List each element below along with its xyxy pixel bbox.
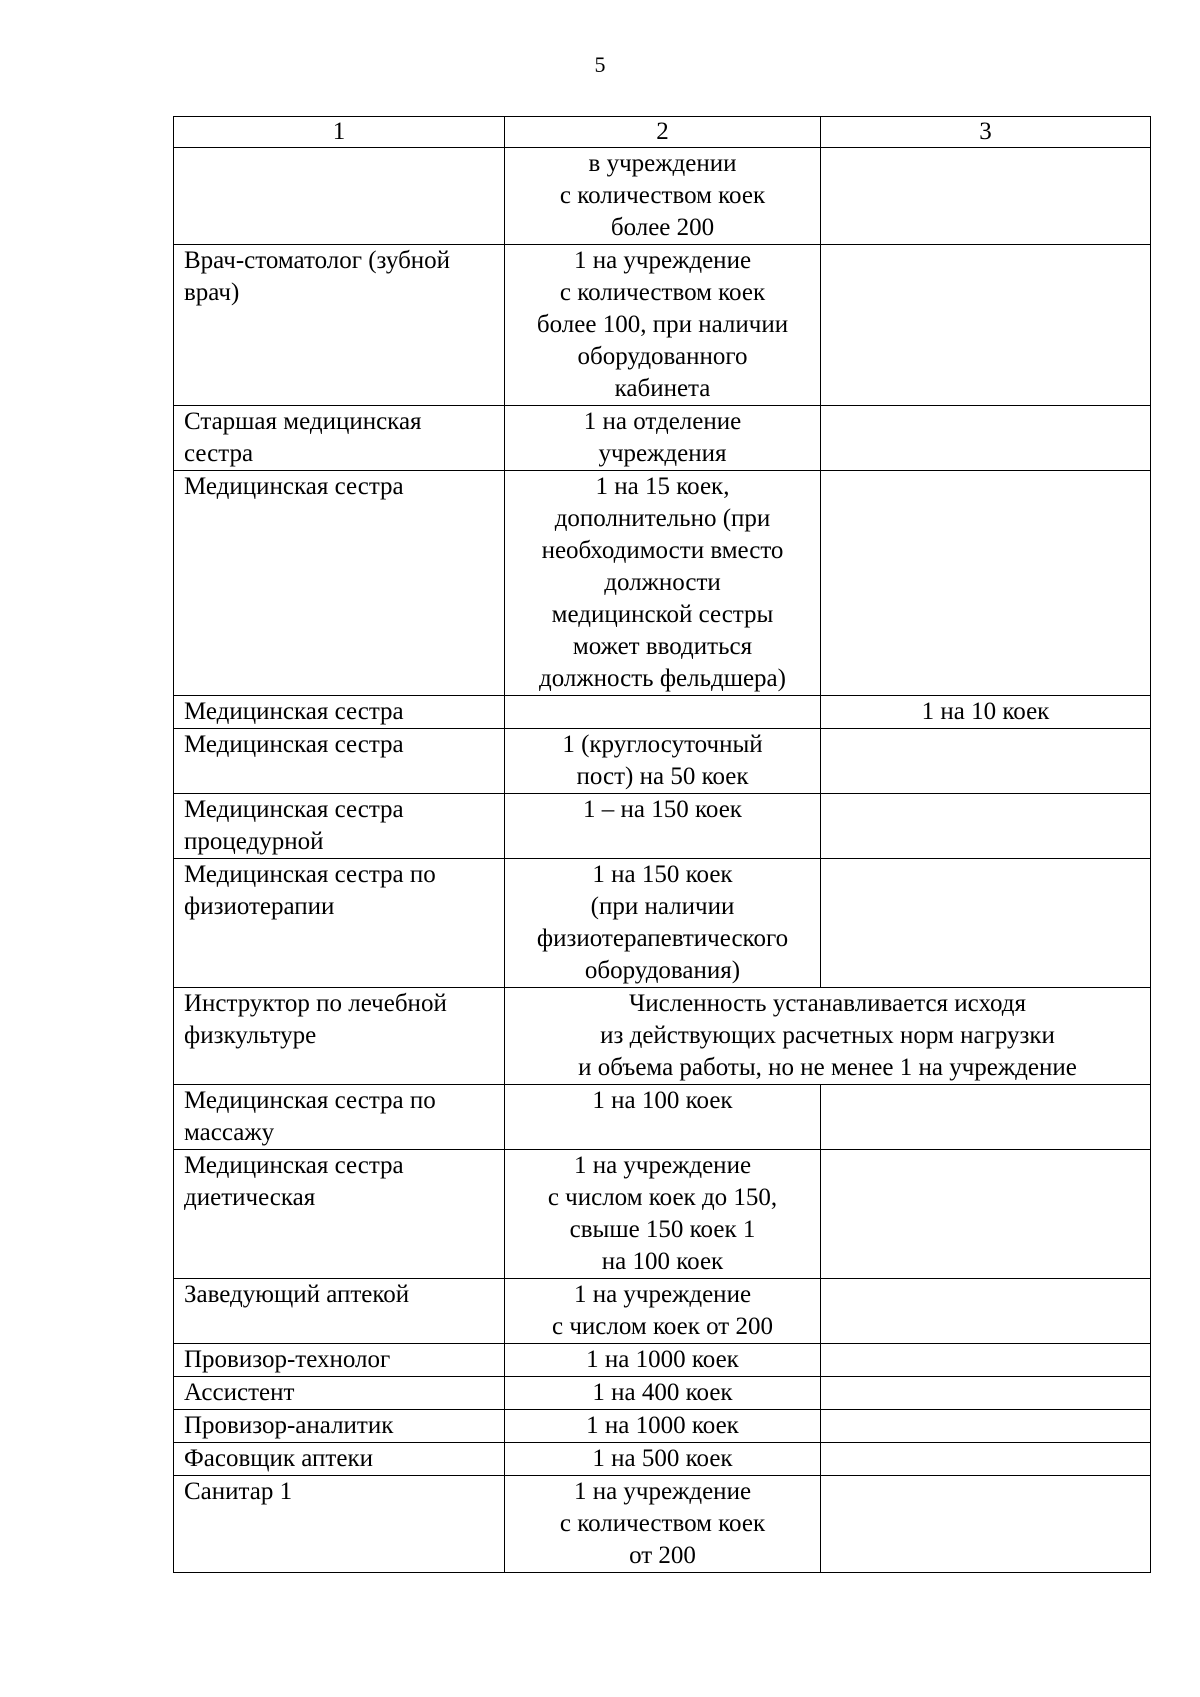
table-row [174, 794, 1151, 859]
table-row [174, 1443, 1151, 1476]
norm-cell: 1 на 1000 коек [505, 1344, 821, 1377]
norm-cell: 1 на 100 коек [505, 1085, 821, 1150]
position-cell: Медицинская сестра [174, 696, 505, 729]
table-row [174, 729, 1151, 794]
position-cell: Провизор-аналитик [174, 1410, 505, 1443]
position-cell: Санитар 1 [174, 1476, 505, 1573]
position-cell: Ассистент [174, 1377, 505, 1410]
norm-alt-cell [821, 406, 1151, 471]
table-row [174, 471, 1151, 696]
merged-norm-cell: Численность устанавливается исходя из действующих расчетных норм нагрузки и объема работы, но не менее 1 на учреждение [505, 988, 1151, 1085]
staffing-table [173, 116, 1151, 1573]
position-cell: Медицинская сестра процедурной [174, 794, 505, 859]
norm-cell: 1 на учреждение с числом коек от 200 [505, 1279, 821, 1344]
table-row [174, 1279, 1151, 1344]
norm-alt-cell [821, 1150, 1151, 1279]
table-row [174, 1476, 1151, 1573]
position-cell: Медицинская сестра по массажу [174, 1085, 505, 1150]
norm-alt-cell [821, 245, 1151, 406]
norm-alt-cell [821, 148, 1151, 245]
norm-alt-cell [821, 729, 1151, 794]
table-row [174, 1377, 1151, 1410]
norm-cell: 1 на 150 коек (при наличии физиотерапевтического оборудования) [505, 859, 821, 988]
norm-alt-cell [821, 1476, 1151, 1573]
column-header-3: 3 [821, 117, 1151, 148]
norm-cell: 1 – на 150 коек [505, 794, 821, 859]
table-row [174, 245, 1151, 406]
norm-alt-cell [821, 471, 1151, 696]
norm-alt-cell: 1 на 10 коек [821, 696, 1151, 729]
position-cell: Медицинская сестра диетическая [174, 1150, 505, 1279]
position-cell: Медицинская сестра [174, 471, 505, 696]
position-cell: Провизор-технолог [174, 1344, 505, 1377]
table-row [174, 1410, 1151, 1443]
norm-cell: 1 (круглосуточный пост) на 50 коек [505, 729, 821, 794]
position-cell [174, 148, 505, 245]
position-cell: Инструктор по лечебной физкультуре [174, 988, 505, 1085]
page-number: 5 [594, 52, 606, 77]
norm-cell: 1 на отделение учреждения [505, 406, 821, 471]
norm-cell: 1 на 400 коек [505, 1377, 821, 1410]
norm-cell: 1 на 1000 коек [505, 1410, 821, 1443]
table-row [174, 696, 1151, 729]
norm-cell: 1 на учреждение с числом коек до 150, свыше 150 коек 1 на 100 коек [505, 1150, 821, 1279]
norm-alt-cell [821, 1377, 1151, 1410]
table-row [174, 988, 1151, 1085]
table-row [174, 859, 1151, 988]
norm-alt-cell [821, 1443, 1151, 1476]
table-row [174, 148, 1151, 245]
norm-cell: 1 на учреждение с количеством коек более 100, при наличии оборудованного кабинета [505, 245, 821, 406]
norm-alt-cell [821, 794, 1151, 859]
position-cell: Фасовщик аптеки [174, 1443, 505, 1476]
table-row [174, 1344, 1151, 1377]
position-cell: Старшая медицинская сестра [174, 406, 505, 471]
table-row [174, 406, 1151, 471]
column-header-2: 2 [505, 117, 821, 148]
norm-cell: 1 на 15 коек, дополнительно (при необходимости вместо должности медицинской сестры может вводиться должность фельдшера) [505, 471, 821, 696]
norm-cell [505, 696, 821, 729]
norm-alt-cell [821, 1410, 1151, 1443]
position-cell: Медицинская сестра по физиотерапии [174, 859, 505, 988]
table-row [174, 1150, 1151, 1279]
table-row [174, 1085, 1151, 1150]
norm-cell: 1 на 500 коек [505, 1443, 821, 1476]
norm-alt-cell [821, 1344, 1151, 1377]
position-cell: Заведующий аптекой [174, 1279, 505, 1344]
norm-alt-cell [821, 1279, 1151, 1344]
norm-cell: 1 на учреждение с количеством коек от 200 [505, 1476, 821, 1573]
norm-alt-cell [821, 1085, 1151, 1150]
table-header-row [174, 117, 1151, 148]
column-header-1: 1 [174, 117, 505, 148]
position-cell: Медицинская сестра [174, 729, 505, 794]
norm-alt-cell [821, 859, 1151, 988]
position-cell: Врач-стоматолог (зубной врач) [174, 245, 505, 406]
norm-cell: в учреждении с количеством коек более 200 [505, 148, 821, 245]
